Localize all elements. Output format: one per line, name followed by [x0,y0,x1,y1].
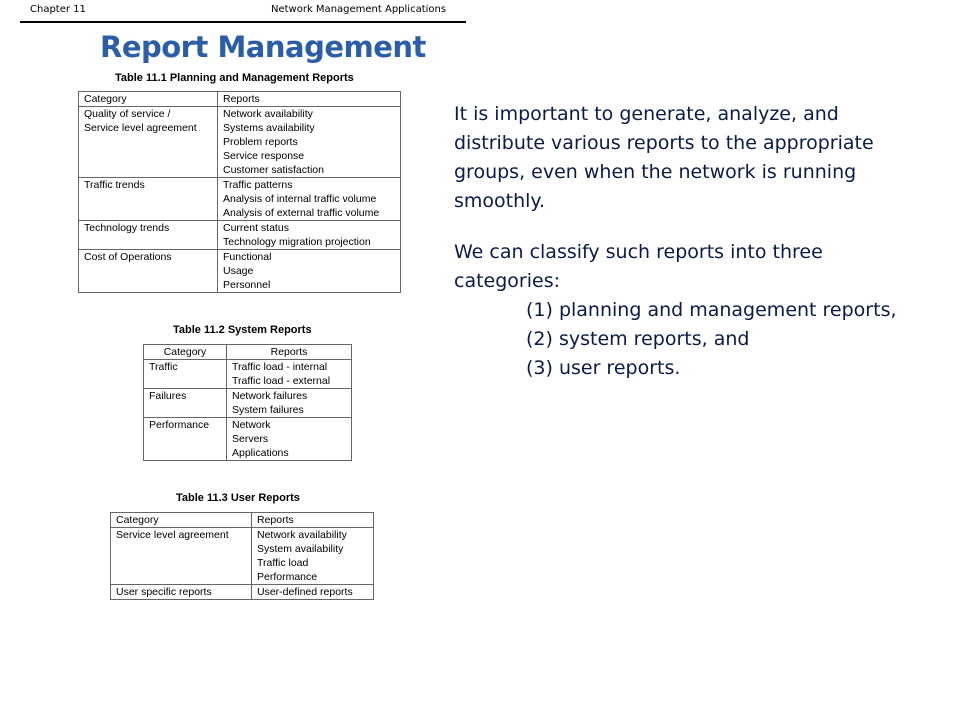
report-item: Customer satisfaction [223,164,324,176]
reports-cell [218,107,401,178]
report-item: Network failures [232,390,308,402]
category-text: Traffic trends [84,179,145,191]
table-row [144,418,352,461]
category-cell [79,107,218,178]
category-header: Category [79,92,218,107]
category-cell [111,528,252,585]
report-item: Traffic patterns [223,179,293,191]
table-row [79,107,401,178]
report-item: Analysis of internal traffic volume [223,193,377,205]
category-cell [79,250,218,293]
reports-cell [227,418,352,461]
category-header: Category [111,513,252,528]
category-cell [144,418,227,461]
report-item: Traffic load [257,557,309,569]
user-reports-table [110,512,374,600]
report-item: System failures [232,404,304,416]
category-text: Cost of Operations [84,251,172,263]
report-item: System availability [257,543,344,555]
reports-cell [218,178,401,221]
report-item: Performance [257,571,318,583]
category-cell [144,389,227,418]
category-cell [79,178,218,221]
report-item: Current status [223,222,289,234]
reports-cell [252,528,374,585]
chapter-label: Chapter 11 [30,4,86,15]
table2-caption: Table 11.2 System Reports [173,324,312,336]
category-text: Service level agreement [116,529,229,541]
reports-cell [252,585,374,600]
report-item: Network availability [223,108,313,120]
report-item: Network [232,419,271,431]
report-item: Service response [223,150,305,162]
category-text: Technology trends [84,222,170,234]
table-row [111,528,374,585]
report-item: Applications [232,447,289,459]
category-cell [111,585,252,600]
reports-cell [227,389,352,418]
classify-paragraph: We can classify such reports into three categories: [454,241,823,292]
table-row [144,389,352,418]
report-item: Personnel [223,279,271,291]
reports-header: Reports [227,345,352,360]
reports-header: Reports [218,92,401,107]
table-row [79,178,401,221]
report-item: Analysis of external traffic volume [223,207,380,219]
report-item: Functional [223,251,272,263]
table-row [144,360,352,389]
report-item: Network availability [257,529,347,541]
category-item-2: (2) system reports, and [526,328,750,350]
header-divider [20,21,466,23]
table1-caption: Table 11.1 Planning and Management Reports [115,72,354,84]
category-item-1: (1) planning and management reports, [526,299,897,321]
category-text: User specific reports [116,586,212,598]
book-title-label: Network Management Applications [271,4,447,15]
intro-paragraph: It is important to generate, analyze, and distribute various reports to the appropriate groups, even when the network is running smoothly. [454,103,874,212]
report-item: Usage [223,265,254,277]
report-item: Systems availability [223,122,315,134]
report-item: Problem reports [223,136,298,148]
report-item: User-defined reports [257,586,353,598]
category-text: Quality of service / [84,108,171,120]
category-text: Service level agreement [84,122,197,134]
category-text: Performance [149,419,210,431]
table-row [111,585,374,600]
table-header-row [144,345,352,360]
planning-management-reports-table [78,91,401,293]
report-item: Traffic load - internal [232,361,328,373]
category-header: Category [144,345,227,360]
table-row [79,250,401,293]
report-item: Servers [232,433,269,445]
table-header-row [79,92,401,107]
category-cell [144,360,227,389]
category-item-3: (3) user reports. [526,357,681,379]
body-text [454,100,934,383]
report-item: Technology migration projection [223,236,371,248]
table-row [79,221,401,250]
reports-cell [218,250,401,293]
table3-caption: Table 11.3 User Reports [176,492,300,504]
reports-header: Reports [252,513,374,528]
reports-cell [218,221,401,250]
category-cell [79,221,218,250]
category-text: Failures [149,390,187,402]
reports-cell [227,360,352,389]
report-item: Traffic load - external [232,375,331,387]
slide-title: Report Management [100,30,426,64]
table-header-row [111,513,374,528]
category-text: Traffic [149,361,178,373]
system-reports-table [143,344,352,461]
